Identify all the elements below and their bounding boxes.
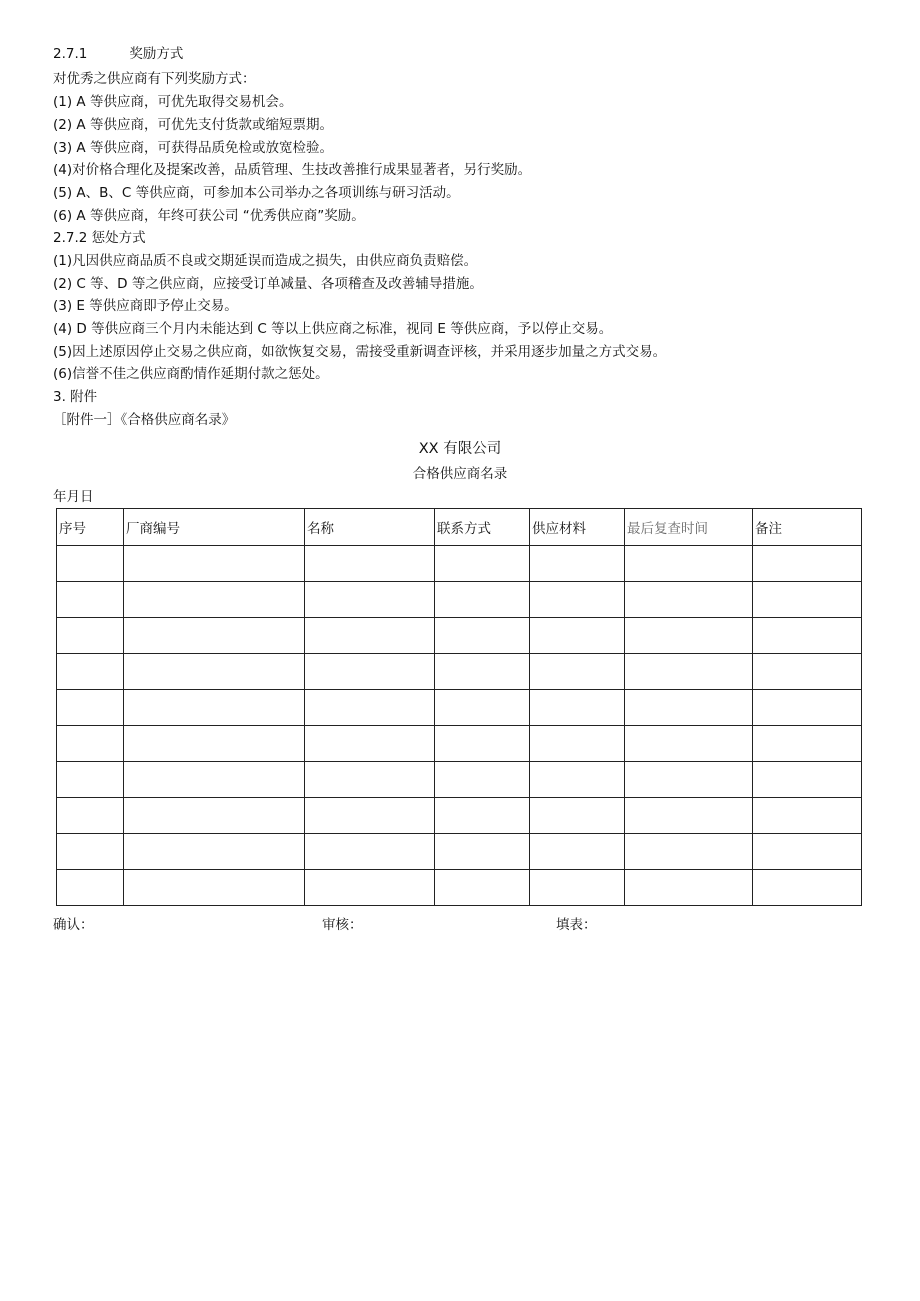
table-row (57, 654, 862, 690)
reward-item: (6) A 等供应商，年终可获公司 “优秀供应商”奖励。 (53, 208, 365, 224)
section-3-heading: 3. 附件 (53, 389, 98, 405)
header-cell: 最后复查时间 (625, 509, 753, 546)
table-row (57, 618, 862, 654)
table-cell (305, 546, 435, 582)
table-cell (435, 654, 530, 690)
table-cell (305, 834, 435, 870)
attachment-title: ［附件一］《合格供应商名录》 (53, 412, 236, 428)
penalty-item: (4) D 等供应商三个月内未能达到 C 等以上供应商之标准，视同 E 等供应商，予以停止交易。 (53, 321, 613, 337)
reward-intro: 对优秀之供应商有下列奖励方式： (53, 71, 256, 87)
footer-fill: 填表： (556, 917, 597, 933)
section-272-heading: 2.7.2 惩处方式 (53, 230, 146, 246)
table-cell (57, 546, 124, 582)
footer-confirm: 确认： (53, 917, 94, 933)
table-cell (753, 834, 862, 870)
table-cell (124, 798, 305, 834)
table-cell (625, 870, 753, 906)
table-cell (753, 546, 862, 582)
table-cell (753, 618, 862, 654)
penalty-item: (2) C 等、D 等之供应商，应接受订单减量、各项稽查及改善辅导措施。 (53, 276, 483, 292)
table-row (57, 582, 862, 618)
table-cell (305, 690, 435, 726)
table-cell (530, 798, 625, 834)
table-cell (124, 870, 305, 906)
table-cell (625, 690, 753, 726)
table-cell (57, 690, 124, 726)
table-row (57, 690, 862, 726)
table-cell (625, 798, 753, 834)
table-cell (124, 834, 305, 870)
header-cell: 名称 (305, 509, 435, 546)
reward-item: (2) A 等供应商，可优先支付货款或缩短票期。 (53, 117, 333, 133)
table-cell (124, 618, 305, 654)
table-cell (530, 618, 625, 654)
penalty-item: (3) E 等供应商即予停止交易。 (53, 298, 238, 314)
penalty-item: (5)因上述原因停止交易之供应商，如欲恢复交易，需接受重新调查评核，并采用逐步加量之方式交易。 (53, 344, 667, 360)
footer-review: 审核： (322, 917, 363, 933)
header-cell: 备注 (753, 509, 862, 546)
table-cell (625, 546, 753, 582)
section-271-heading (53, 44, 183, 64)
table-cell (435, 618, 530, 654)
penalty-item: (1)凡因供应商品质不良或交期延误而造成之损失，由供应商负责赔偿。 (53, 253, 478, 269)
table-header-row (57, 509, 862, 546)
table-cell (305, 870, 435, 906)
form-title: 合格供应商名录 (412, 466, 508, 482)
table-cell (435, 582, 530, 618)
table-cell (435, 834, 530, 870)
reward-item: (4)对价格合理化及提案改善，品质管理、生技改善推行成果显著者，另行奖励。 (53, 162, 532, 178)
table-cell (57, 834, 124, 870)
table-row (57, 798, 862, 834)
table-cell (530, 690, 625, 726)
supplier-table (56, 508, 862, 906)
table-cell (124, 690, 305, 726)
reward-item: (5) A、B、C 等供应商，可参加本公司举办之各项训练与研习活动。 (53, 185, 460, 201)
table-cell (530, 546, 625, 582)
table-row (57, 870, 862, 906)
table-cell (625, 582, 753, 618)
table-cell (435, 726, 530, 762)
section-number: 2.7.1 (53, 46, 88, 62)
table-row (57, 762, 862, 798)
table-cell (753, 726, 862, 762)
table-cell (753, 654, 862, 690)
table-cell (625, 834, 753, 870)
header-cell: 厂商编号 (124, 509, 305, 546)
table-row (57, 726, 862, 762)
table-cell (57, 618, 124, 654)
penalty-item: (6)信誉不佳之供应商酌情作延期付款之惩处。 (53, 366, 329, 382)
table-cell (625, 654, 753, 690)
header-cell: 联系方式 (435, 509, 530, 546)
table-cell (305, 726, 435, 762)
table-cell (753, 870, 862, 906)
table-cell (753, 798, 862, 834)
table-cell (124, 762, 305, 798)
table-cell (124, 726, 305, 762)
header-cell: 序号 (57, 509, 124, 546)
header-cell: 供应材料 (530, 509, 625, 546)
table-row (57, 546, 862, 582)
table-cell (57, 726, 124, 762)
reward-item: (3) A 等供应商，可获得品质免检或放宽检验。 (53, 140, 333, 156)
table-cell (435, 762, 530, 798)
table-cell (530, 870, 625, 906)
table-cell (57, 654, 124, 690)
table-cell (57, 798, 124, 834)
table-cell (124, 582, 305, 618)
table-cell (124, 546, 305, 582)
table-cell (625, 726, 753, 762)
table-cell (530, 582, 625, 618)
table-cell (530, 762, 625, 798)
date-label: 年月日 (53, 489, 94, 505)
table-cell (305, 618, 435, 654)
table-cell (57, 582, 124, 618)
table-cell (57, 762, 124, 798)
table-cell (530, 726, 625, 762)
table-cell (305, 762, 435, 798)
section-title: 奖励方式 (129, 46, 184, 62)
company-name: XX 有限公司 (418, 441, 502, 457)
table-cell (753, 582, 862, 618)
table-cell (57, 870, 124, 906)
table-cell (435, 546, 530, 582)
table-row (57, 834, 862, 870)
table-cell (305, 582, 435, 618)
table-cell (305, 798, 435, 834)
table-cell (305, 654, 435, 690)
table-cell (530, 654, 625, 690)
table-cell (435, 870, 530, 906)
table-cell (753, 690, 862, 726)
table-cell (625, 762, 753, 798)
table-cell (530, 834, 625, 870)
table-cell (753, 762, 862, 798)
table-cell (124, 654, 305, 690)
table-cell (435, 798, 530, 834)
reward-item: (1) A 等供应商，可优先取得交易机会。 (53, 94, 293, 110)
table-cell (625, 618, 753, 654)
table-cell (435, 690, 530, 726)
